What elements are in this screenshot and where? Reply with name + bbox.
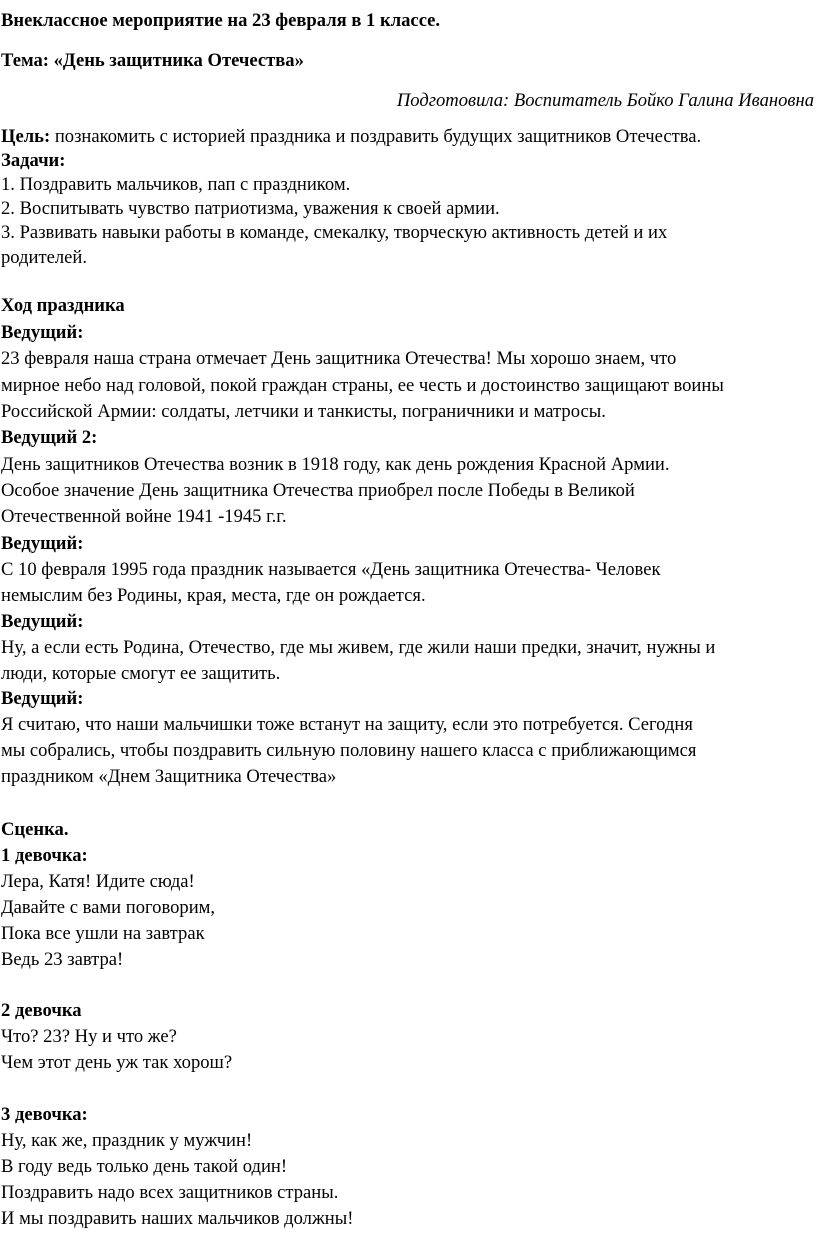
goal-label: Цель:: [1, 126, 51, 147]
speech-line: Российской Армии: солдаты, летчики и танкисты, пограничники и матросы.: [1, 401, 606, 422]
verse-line: Ведь 23 завтра!: [1, 949, 124, 970]
prepared-by: Подготовила: Воспитатель Бойко Галина Ивановна: [396, 90, 814, 111]
verse-line: Давайте с вами поговорим,: [1, 897, 216, 918]
speaker-label: Ведущий 2:: [1, 427, 98, 448]
scene-speaker: 1 девочка:: [1, 845, 88, 866]
task-item: 3. Развивать навыки работы в команде, смекалку, творческую активность детей и их: [1, 222, 668, 243]
verse-line: Ну, как же, праздник у мужчин!: [1, 1130, 253, 1151]
speech-line: немыслим без Родины, края, места, где он рождается.: [1, 585, 426, 606]
speech-line: люди, которые смогут ее защитить.: [1, 663, 281, 684]
goal-text: познакомить с историей праздника и поздравить будущих защитников Отечества.: [50, 126, 702, 147]
speech-line: 23 февраля наша страна отмечает День защитника Отечества! Мы хорошо знаем, что: [1, 348, 677, 369]
scene-speaker: 3 девочка:: [1, 1104, 88, 1125]
speaker-label: Ведущий:: [1, 611, 84, 632]
speech-line: С 10 февраля 1995 года праздник называется «День защитника Отечества- Человек: [1, 559, 661, 580]
speech-line: мы собрались, чтобы поздравить сильную половину нашего класса с приближающимся: [1, 740, 697, 761]
speech-line: Ну, а если есть Родина, Отечество, где мы живем, где жили наши предки, значит, нужны и: [1, 637, 716, 658]
task-item: 2. Воспитывать чувство патриотизма, уважения к своей армии.: [1, 198, 500, 219]
verse-line: Что? 23? Ну и что же?: [1, 1026, 177, 1047]
speech-line: Отечественной войне 1941 -1945 г.г.: [1, 506, 287, 527]
theme-heading: Тема: «День защитника Отечества»: [1, 50, 304, 71]
speech-line: праздником «Днем Защитника Отечества»: [1, 766, 337, 787]
verse-line: И мы поздравить наших мальчиков должны!: [1, 1208, 354, 1229]
verse-line: Пока все ушли на завтрак: [1, 923, 205, 944]
document-title: Внеклассное мероприятие на 23 февраля в 1 классе.: [1, 10, 441, 31]
scene-heading: Сценка.: [1, 819, 69, 840]
speaker-label: Ведущий:: [1, 322, 84, 343]
scene-speaker: 2 девочка: [1, 1000, 82, 1021]
tasks-label: Задачи:: [1, 150, 66, 171]
verse-line: В году ведь только день такой один!: [1, 1156, 288, 1177]
speech-line: Я считаю, что наши мальчишки тоже встанут на защиту, если это потребуется. Сегодня: [1, 714, 693, 735]
task-item: 1. Поздравить мальчиков, пап с праздником.: [1, 174, 351, 195]
verse-line: Поздравить надо всех защитников страны.: [1, 1182, 339, 1203]
verse-line: Чем этот день уж так хорош?: [1, 1052, 233, 1073]
speech-line: День защитников Отечества возник в 1918 году, как день рождения Красной Армии.: [1, 454, 670, 475]
speech-line: мирное небо над головой, покой граждан страны, ее честь и достоинство защищают воины: [1, 375, 724, 396]
goal-line: [1, 124, 701, 150]
speaker-label: Ведущий:: [1, 688, 84, 709]
speaker-label: Ведущий:: [1, 533, 84, 554]
task-item: родителей.: [1, 247, 87, 268]
verse-line: Лера, Катя! Идите сюда!: [1, 871, 195, 892]
speech-line: Особое значение День защитника Отечества приобрел после Победы в Великой: [1, 480, 635, 501]
course-heading: Ход праздника: [1, 295, 125, 316]
